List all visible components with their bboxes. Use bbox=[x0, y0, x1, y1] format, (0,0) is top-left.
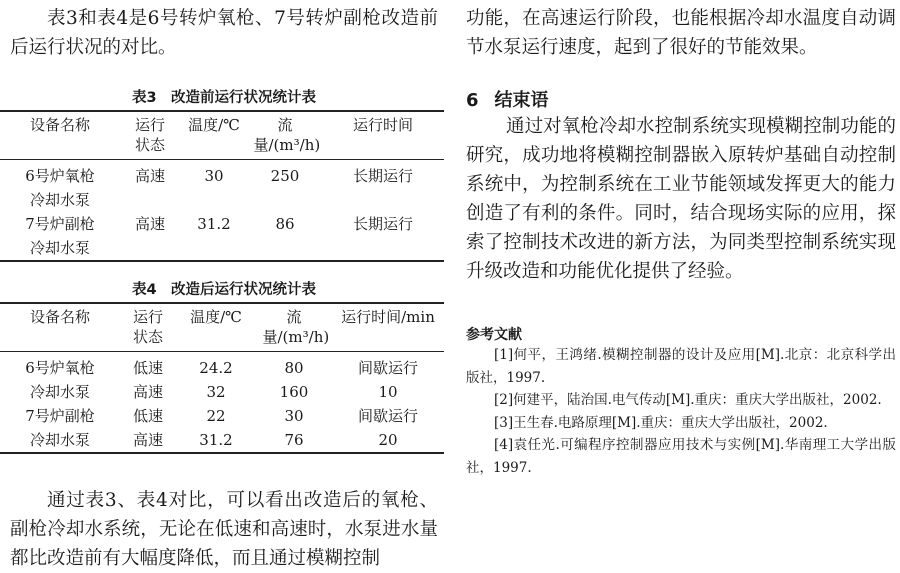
continuation-paragraph: 功能，在高速运行阶段，也能根据冷却水温度自动调节水泵运行速度，起到了很好的节能效果。 bbox=[466, 8, 896, 58]
temp-cell: 24.2 bbox=[199, 359, 233, 377]
flow-cell: 30 bbox=[284, 407, 304, 425]
table3-header: 流量/(m³/h) bbox=[248, 111, 322, 160]
table3 bbox=[0, 110, 444, 262]
comparison-paragraph: 通过表3、表4对比，可以看出改造后的氧枪、副枪冷却水系统，无论在低速和高速时，水泵进水量都比改造前有大幅度降低，而且通过模糊控制 bbox=[10, 490, 438, 569]
table4-header: 设备名称 bbox=[0, 303, 120, 352]
conclusion-paragraph: 通过对氧枪冷却水控制系统实现模糊控制功能的研究，成功地将模糊控制器嵌入原转炉基础自动控制系统中，为控制系统在工业节能领域发挥更大的能力创造了有利的条件。同时，结合现场实际的应用，探索了控制技术改进的新方法，为同类型控制系统实现升级改造和功能优化提供了经验。 bbox=[466, 116, 896, 282]
table3-header: 运行状态 bbox=[120, 111, 180, 160]
time-cell: 20 bbox=[378, 431, 398, 449]
table4-header: 运行状态 bbox=[120, 303, 176, 352]
device-cell: 6号炉氧枪冷却水泵 bbox=[25, 167, 95, 209]
section-title: 结束语 bbox=[494, 90, 549, 111]
state-cell: 低速 bbox=[132, 359, 163, 377]
table3-header: 运行时间 bbox=[322, 111, 444, 160]
reference-item: [1]何平，王鸿绪.模糊控制器的设计及应用[M].北京：北京科学出版社，1997. bbox=[466, 347, 896, 386]
table-row bbox=[0, 212, 444, 261]
state-cell: 高速 bbox=[132, 383, 163, 401]
state-cell: 高速 bbox=[134, 215, 165, 233]
temp-cell: 31.2 bbox=[199, 431, 233, 449]
temp-cell: 30 bbox=[204, 167, 224, 185]
table-row bbox=[0, 404, 444, 428]
table3-header: 设备名称 bbox=[0, 111, 120, 160]
flow-cell: 76 bbox=[284, 431, 304, 449]
time-cell: 10 bbox=[378, 383, 398, 401]
temp-cell: 22 bbox=[206, 407, 226, 425]
reference-item: [2]何建平，陆治国.电气传动[M].重庆：重庆大学出版社，2002. bbox=[494, 392, 882, 408]
reference-item: [3]王生春.电路原理[M].重庆：重庆大学出版社，2002. bbox=[494, 414, 828, 431]
intro-paragraph: 表3和表4是6号转炉氧枪、7号转炉副枪改造前后运行状况的对比。 bbox=[10, 8, 438, 58]
state-cell: 高速 bbox=[132, 431, 163, 449]
table4-header-row bbox=[0, 303, 444, 352]
device-cell: 7号炉副枪冷却水泵 bbox=[25, 215, 95, 257]
references-heading: 参考文献 bbox=[466, 327, 522, 343]
table4-header: 流量/(m³/h) bbox=[256, 303, 332, 352]
table4-title: 表4 改造后运行状况统计表 bbox=[131, 282, 317, 298]
temp-cell: 31.2 bbox=[197, 215, 231, 233]
table3-header: 温度/℃ bbox=[180, 111, 248, 160]
state-cell: 高速 bbox=[134, 167, 165, 185]
table3-title: 表3 改造前运行状况统计表 bbox=[131, 90, 317, 106]
flow-cell: 160 bbox=[279, 383, 309, 401]
table4-header: 运行时间/min bbox=[332, 303, 444, 352]
table3-header-row bbox=[0, 111, 444, 160]
time-cell: 长期运行 bbox=[352, 215, 413, 233]
table4-header: 温度/℃ bbox=[176, 303, 256, 352]
device-cell: 7号炉副枪冷却水泵 bbox=[25, 407, 95, 449]
references-list bbox=[466, 344, 896, 479]
section-number: 6 bbox=[466, 90, 479, 111]
flow-cell: 250 bbox=[270, 167, 300, 185]
time-cell: 长期运行 bbox=[352, 167, 413, 185]
section-heading bbox=[466, 86, 565, 112]
flow-cell: 80 bbox=[284, 359, 304, 377]
table4 bbox=[0, 302, 444, 454]
state-cell: 低速 bbox=[132, 407, 163, 425]
time-cell: 间歇运行 bbox=[357, 359, 418, 377]
table-row bbox=[0, 160, 444, 213]
time-cell: 间歇运行 bbox=[357, 407, 418, 425]
reference-item: [4]袁任光.可编程序控制器应用技术与实例[M].华南理工大学出版社，1997. bbox=[466, 437, 896, 476]
flow-cell: 86 bbox=[275, 215, 295, 233]
table-row bbox=[0, 352, 444, 381]
device-cell: 6号炉氧枪冷却水泵 bbox=[25, 359, 95, 401]
temp-cell: 32 bbox=[206, 383, 226, 401]
